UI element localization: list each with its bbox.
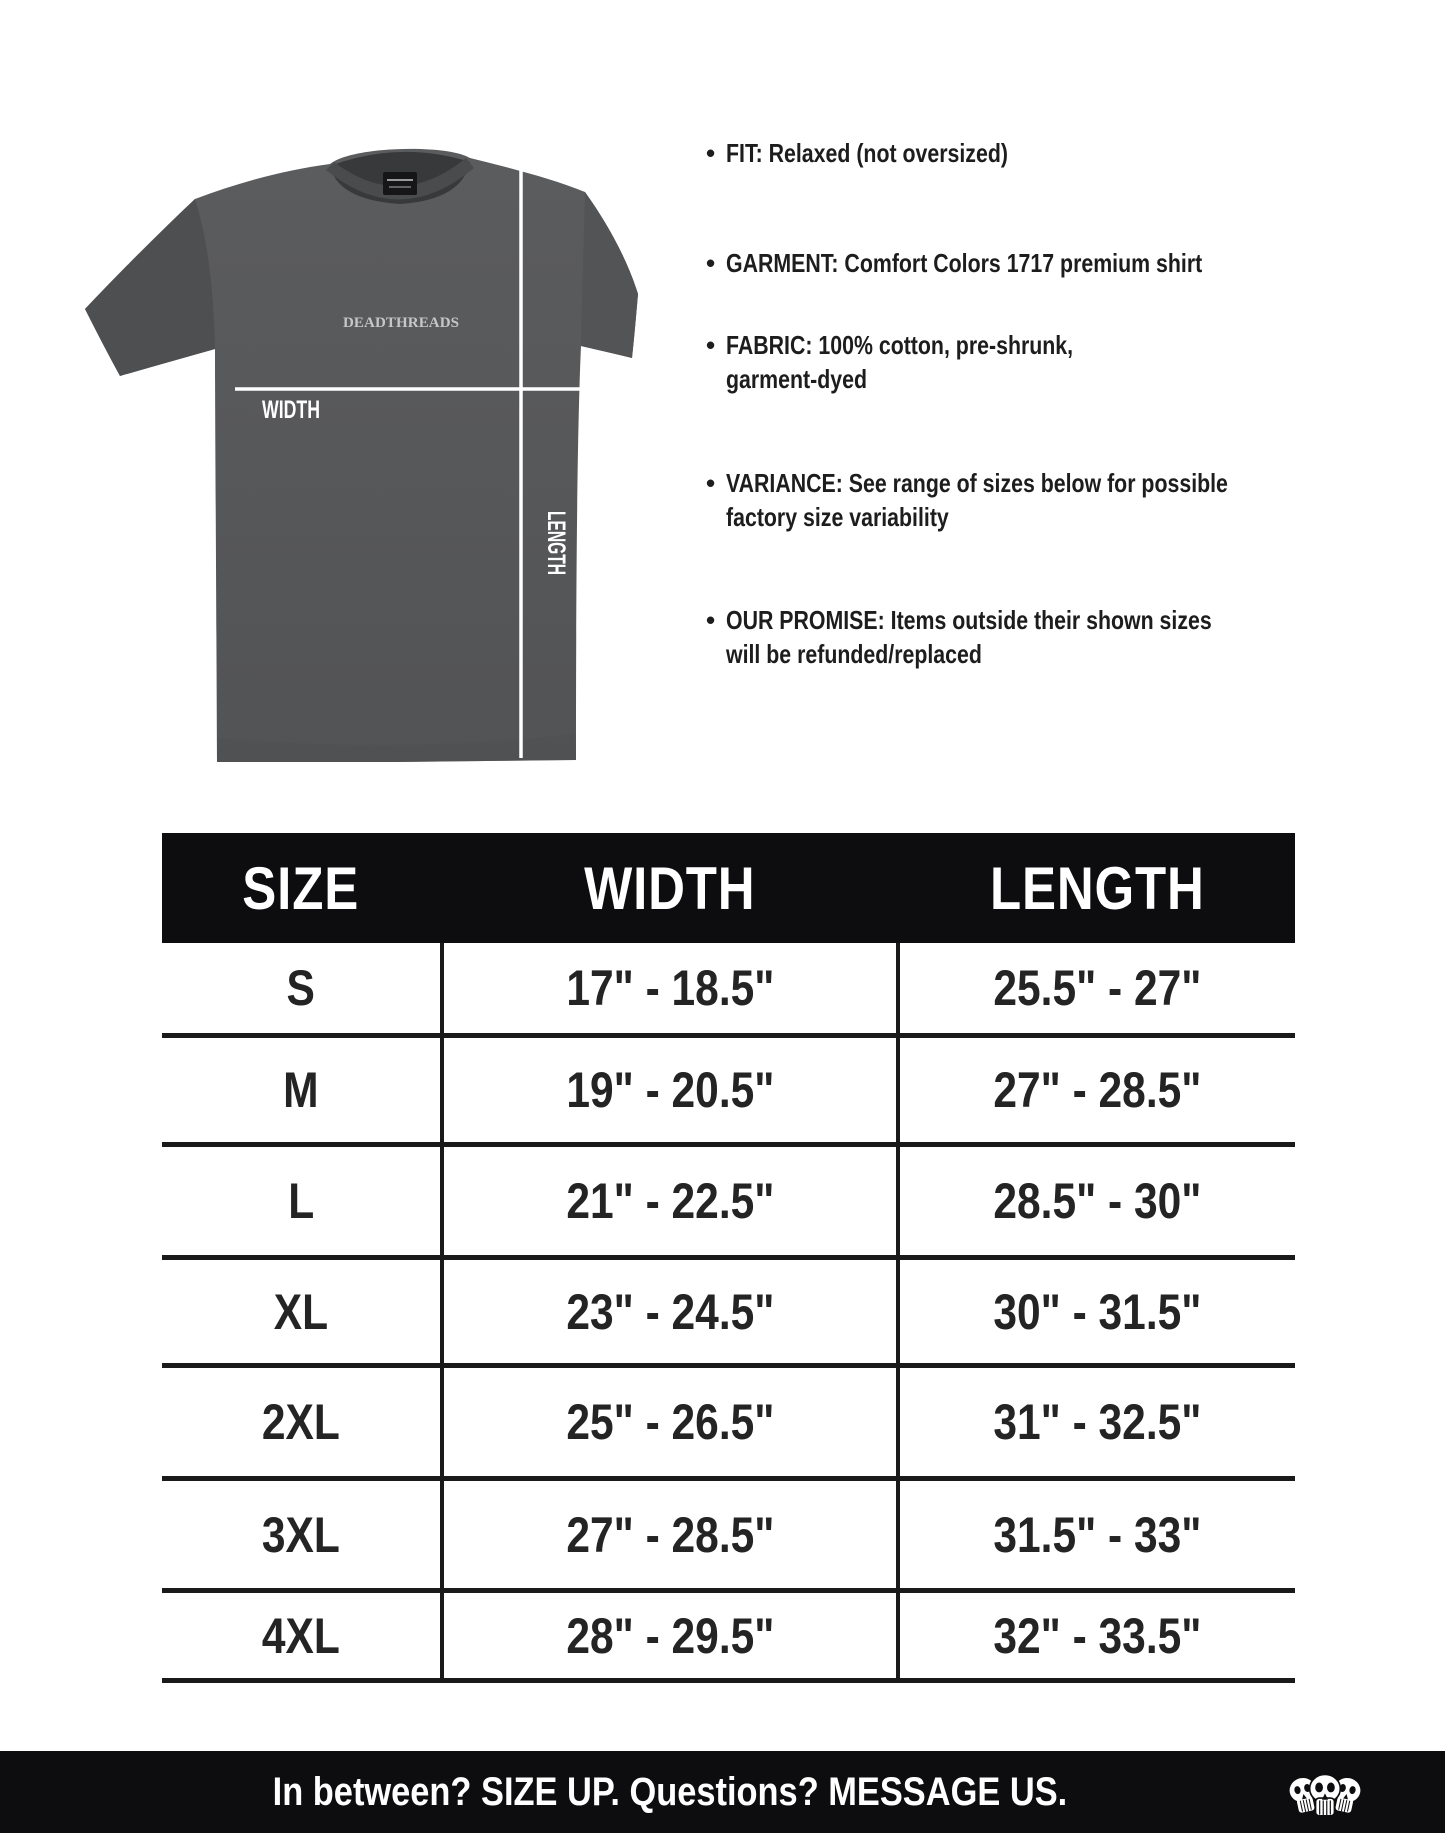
cell-size <box>162 1260 440 1363</box>
header-label: WIDTH <box>584 854 756 922</box>
product-info-list <box>706 136 1228 671</box>
cell-size <box>162 1147 440 1255</box>
header-cell-width <box>440 854 900 923</box>
cell-length <box>900 1147 1295 1255</box>
tshirt-right-sleeve <box>581 192 638 358</box>
table-row <box>162 943 1295 1038</box>
table-row <box>162 1593 1295 1683</box>
list-item-variance <box>706 466 1228 534</box>
table-row <box>162 1038 1295 1147</box>
length-value: 30" - 31.5" <box>993 1283 1202 1340</box>
header-label: SIZE <box>242 854 360 922</box>
cell-width <box>440 1368 900 1476</box>
size-value: 3XL <box>262 1506 340 1563</box>
bullet-line: • VARIANCE: See range of sizes below for possible <box>726 468 1228 498</box>
cell-width <box>440 1260 900 1363</box>
header-cell-size <box>162 854 440 923</box>
width-value: 25" - 26.5" <box>565 1394 775 1450</box>
width-value: 27" - 28.5" <box>565 1506 775 1563</box>
size-value: XL <box>273 1283 329 1340</box>
cell-length <box>900 943 1295 1033</box>
width-value: 17" - 18.5" <box>565 960 775 1016</box>
cell-size <box>162 1368 440 1476</box>
cell-length <box>900 1481 1295 1588</box>
table-row <box>162 1260 1295 1368</box>
size-table <box>162 833 1295 1683</box>
width-value: 21" - 22.5" <box>565 1173 775 1229</box>
bullet-line: garment-dyed <box>726 364 867 394</box>
cell-size <box>162 1593 440 1678</box>
length-value: 31.5" - 33" <box>993 1506 1202 1563</box>
cell-length <box>900 1368 1295 1476</box>
tshirt-illustration <box>80 112 640 762</box>
bullet-line: • GARMENT: Comfort Colors 1717 premium shirt <box>726 248 1203 278</box>
header-label: LENGTH <box>990 854 1205 922</box>
footer-message: In between? SIZE UP. Questions? MESSAGE US. <box>272 1769 1068 1814</box>
neck-label-tag <box>383 172 417 195</box>
width-value: 28" - 29.5" <box>565 1607 775 1664</box>
table-row <box>162 1147 1295 1260</box>
size-value: L <box>288 1173 314 1229</box>
size-value: M <box>283 1062 319 1118</box>
length-value: 27" - 28.5" <box>993 1062 1202 1118</box>
shirt-measurement-diagram <box>80 112 640 762</box>
length-value: 31" - 32.5" <box>993 1394 1202 1450</box>
size-table-header <box>162 833 1295 943</box>
footer-bar <box>0 1751 1445 1833</box>
size-value: 4XL <box>262 1607 340 1664</box>
tshirt-left-sleeve <box>85 199 215 376</box>
length-value: 28.5" - 30" <box>993 1173 1202 1229</box>
width-measure-label: WIDTH <box>262 396 320 424</box>
cell-width <box>440 943 900 1033</box>
list-item-fabric <box>706 328 1176 396</box>
cell-width <box>440 1593 900 1678</box>
cell-width <box>440 1481 900 1588</box>
cell-size <box>162 1481 440 1588</box>
cell-length <box>900 1593 1295 1678</box>
cell-length <box>900 1260 1295 1363</box>
bullet-line: • OUR PROMISE: Items outside their shown sizes <box>726 605 1212 635</box>
shirt-brand-text: DEADTHREADS <box>343 315 463 331</box>
length-measure-label: LENGTH <box>542 511 570 614</box>
bullet-line: • FIT: Relaxed (not oversized) <box>726 138 1008 168</box>
list-item-fit <box>706 136 1176 170</box>
table-row <box>162 1368 1295 1481</box>
width-value: 19" - 20.5" <box>565 1062 775 1118</box>
cell-width <box>440 1038 900 1142</box>
cell-size <box>162 943 440 1033</box>
bullet-line: factory size variability <box>726 502 949 532</box>
triple-skull-icon <box>1284 1767 1366 1821</box>
length-value: 25.5" - 27" <box>993 960 1202 1016</box>
size-value: 2XL <box>262 1394 340 1450</box>
bullet-line: • FABRIC: 100% cotton, pre-shrunk, <box>726 330 1074 360</box>
length-value: 32" - 33.5" <box>993 1607 1202 1664</box>
size-table-body <box>162 943 1295 1683</box>
header-cell-length <box>900 854 1295 923</box>
cell-size <box>162 1038 440 1142</box>
footer-message-wrap <box>0 1751 1340 1833</box>
cell-width <box>440 1147 900 1255</box>
list-item-garment <box>706 246 1203 280</box>
list-item-promise <box>706 603 1212 671</box>
bullet-line: will be refunded/replaced <box>726 639 982 669</box>
cell-length <box>900 1038 1295 1142</box>
width-value: 23" - 24.5" <box>565 1283 775 1340</box>
size-value: S <box>286 960 316 1016</box>
table-row <box>162 1481 1295 1593</box>
